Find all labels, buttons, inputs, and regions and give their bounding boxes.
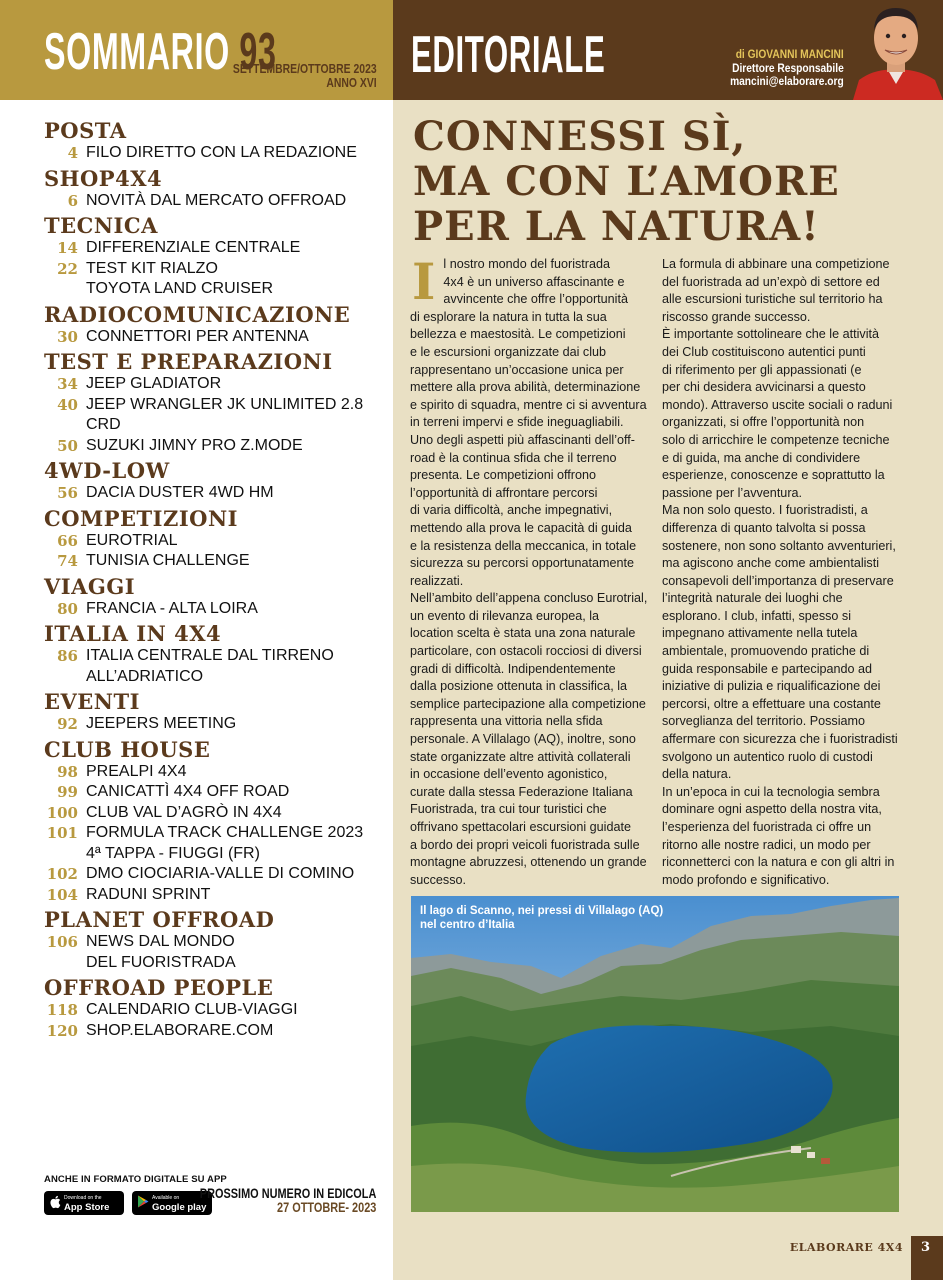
toc-item[interactable] [44,714,384,735]
toc-item-title: CONNETTORI PER ANTENNA [86,327,309,345]
toc-section-title: SHOP4X4 [44,165,163,191]
toc-section [44,738,384,906]
toc-item-title: CANICATTÌ 4X4 OFF ROAD [86,783,290,800]
toc-page-number: 50 [57,436,78,455]
issue-date [233,62,377,90]
editoriale-column [393,0,943,1280]
toc-item-title: SHOP.ELABORARE.COM [86,1021,274,1039]
toc-page-number: 101 [46,824,78,842]
sommario-title: SOMMARIO 93 [44,23,277,81]
toc-page-number: 99 [57,783,78,801]
toc-page-number: 86 [57,647,78,665]
page-number: 3 [921,1240,931,1255]
toc-page-number: 30 [57,327,78,346]
footer-magazine-name: ELABORARE 4X4 [789,1241,903,1254]
toc-item-title: PREALPI 4X4 [86,762,187,780]
drop-cap: I [412,252,436,311]
toc-page-number: 106 [46,933,78,951]
toc-item-title: CLUB VAL D’AGRÒ IN 4X4 [86,803,282,821]
editoriale-title: EDITORIALE [411,26,606,84]
toc-item[interactable] [44,327,384,348]
paragraph: Ma non solo questo. I fuoristradisti, a differenza di quanto talvolta si possa sostenere, non sono soltanto avventurieri, ma agiscono anche come ambientalisti consapevoli dell’importanza di preservare l’integrità naturale dei luoghi che esplorano. I club, infatti, spesso si impegnano attivamente nella tutela ambientale, promuovendo pratiche di guida responsabile e partecipando ad iniziative di pulizia e riqualificazione dei percorsi, oltre a effettuare una costante sorveglianza del territorio. Possiamo affermare con sicurezza che i fuoristradisti svolgono un autentico ruolo di custodi della natura. [662,503,898,782]
next-issue-date: 27 OTTOBRE- 2023 [276,1199,376,1215]
toc-section [44,167,384,212]
toc-page-number: 100 [46,803,78,822]
toc-section-title: CLUB HOUSE [44,736,211,762]
paragraph: In un’epoca in cui la tecnologia sembra dominare ogni aspetto della nostra vita, l’esperienza del fuoristrada ci offre un ritorno alle nostre radici, un modo per riconnetterci con la natura e con gli altri in modo profondo e significativo. [662,784,895,887]
toc-page-number: 22 [57,259,78,278]
paragraph: È importante sottolineare che le attività dei Club costituiscono autentici punti di riferimento per gli appassionati (e per chi desidera avvicinarsi a questo mondo). Attraverso uscite sociali o raduni organizzati, si offre l’opportunità non solo di arricchire le competenze tecniche e di guida, ma anche di condividere esperienze, conoscenze e soprattutto la passione per l’avventura. [662,327,893,500]
author-photo [849,0,943,100]
toc-item-title: CALENDARIO CLUB-VIAGGI [86,1001,298,1018]
googleplay-small-text: Available on [152,1195,180,1201]
author-byline [730,48,844,89]
app-label: ANCHE IN FORMATO DIGITALE SU APP [44,1174,227,1185]
next-issue-notice [199,1186,376,1214]
toc-section [44,119,384,164]
toc-page-number: 40 [57,395,78,414]
toc-item[interactable] [44,143,384,164]
toc-section-title: COMPETIZIONI [44,505,238,531]
toc-section [44,350,384,456]
toc-item[interactable] [44,646,384,687]
toc-item[interactable] [44,1021,384,1042]
toc-page-number: 92 [57,715,78,733]
toc-item[interactable] [44,782,384,803]
toc-section [44,507,384,572]
toc-section [44,214,384,300]
headline-line: MA CON L’AMORE [413,158,840,205]
toc-item[interactable] [44,823,384,864]
article-column-2 [662,256,918,889]
google-play-icon [137,1195,149,1211]
article-column-1 [410,252,658,889]
toc-item-title: JEEP WRANGLER JK UNLIMITED 2.8 CRD [86,395,364,433]
toc-item[interactable] [44,395,384,436]
issue-date-text: SETTEMBRE/OTTOBRE 2023 [233,61,377,76]
toc-page-number: 56 [57,484,78,502]
toc-item[interactable] [44,191,384,212]
toc-page-number: 80 [57,599,78,618]
toc-page-number: 4 [67,144,78,162]
next-issue-label: PROSSIMO NUMERO IN EDICOLA [199,1185,376,1201]
toc-section [44,303,384,348]
app-store-badge[interactable] [44,1191,124,1215]
toc-item[interactable] [44,531,384,552]
toc-item[interactable] [44,885,384,906]
toc-item-title: EUROTRIAL [86,531,178,549]
author-email: mancini@elaborare.org [730,74,844,88]
toc-page-number: 104 [46,885,78,904]
lake-photo [411,896,899,1212]
byline-prefix: di [735,47,746,61]
toc-page-number: 14 [57,239,78,257]
toc-section-title: RADIOCOMUNICAZIONE [44,301,351,327]
appstore-small-text: Download on the [64,1195,102,1201]
toc-section [44,575,384,620]
toc-item-title: NOVITÀ DAL MERCATO OFFROAD [86,191,347,209]
toc-item-title: DACIA DUSTER 4WD HM [86,484,274,501]
toc-section-title: POSTA [44,118,127,143]
toc-item-title: FILO DIRETTO CON LA REDAZIONE [86,144,357,161]
toc-item-title: TEST KIT RIALZO TOYOTA LAND CRUISER [86,259,273,297]
paragraph: Nell’ambito dell’appena concluso Eurotrial, un evento di rilevanza europea, la location scelta è stata una zona naturale particolare, con ostacoli rocciosi di diversi gradi di difficoltà. Indipendentemente dalla posizione ottenuta in classifica, la semplice partecipazione alla competizione rappresenta una vittoria nella sfida personale. A Villalago (AQ), inoltre, sono state organizzate altre attività collaterali in occasione dell’evento agonistico, curate dalla stessa Federazione Italiana Fuoristrada, tra cui tour turistici che offrivano spettacolari escursioni guidate a bordo dei propri veicoli fuoristrada sulle montagne abruzzesi, ottenendo un grande successo. [410,591,648,887]
caption-text: Il lago di Scanno, nei pressi di Villalago (AQ) nel centro d’Italia [420,905,664,931]
toc-item[interactable] [44,599,384,620]
toc-section-title: ITALIA IN 4X4 [44,621,222,646]
toc-section [44,622,384,687]
table-of-contents [44,116,384,1041]
toc-section-title: EVENTI [44,689,140,714]
toc-section [44,690,384,735]
toc-item-title: FORMULA TRACK CHALLENGE 2023 4ª TAPPA - FIUGGI (FR) [86,824,364,862]
article-headline [413,114,933,249]
headline-line: PER LA NATURA! [413,203,820,250]
toc-section [44,908,384,973]
toc-section [44,976,384,1041]
apple-icon [49,1195,61,1212]
toc-item-title: DMO CIOCIARIA-VALLE DI COMINO [86,865,355,882]
paragraph: l nostro mondo del fuoristrada 4x4 è un universo affascinante e avvincente che offre l’opportunità di esplorare la natura in tutta la sua bellezza e maestosità. Le competizioni e le escursioni organizzate dai club rappresentano un’occasione unica per mettere alla prova abilità, determinazione e spirito di squadra, mentre ci si avventura in terreni impervi e sfide ineguagliabili. Uno degli aspetti più affascinanti dell’off- road è la continua sfida che il terreno presenta. Le competizioni offrono l’opportunità di affrontare percorsi di varia difficoltà, anche impegnativi, mettendo alla prova le capacità di guida e la resistenza della meccanica, in totale sicurezza su percorsi opportunatamente realizzati. [410,257,647,588]
toc-page-number: 34 [57,375,78,393]
editoriale-header [393,0,943,100]
toc-item[interactable] [44,483,384,504]
toc-item-title: DIFFERENZIALE CENTRALE [86,239,301,256]
toc-page-number: 66 [57,531,78,550]
toc-section-title: OFFROAD PEOPLE [44,975,274,1000]
toc-item-title: NEWS DAL MONDO DEL FUORISTRADA [86,933,236,971]
toc-item-title: ITALIA CENTRALE DAL TIRRENO ALL’ADRIATICO [86,647,334,685]
toc-page-number: 6 [67,191,78,210]
toc-page-number: 74 [57,552,78,570]
toc-item[interactable] [44,762,384,783]
author-role: Direttore Responsabile [732,60,844,75]
toc-item[interactable] [44,864,384,885]
toc-section-title: VIAGGI [44,573,136,599]
toc-section-title: TEST E PREPARAZIONI [44,349,333,374]
toc-item[interactable] [44,238,384,259]
toc-section-title: 4WD-LOW [44,458,170,483]
toc-page-number: 118 [46,1001,78,1019]
toc-item-title: TUNISIA CHALLENGE [86,552,250,569]
toc-item[interactable] [44,1000,384,1021]
appstore-label: App Store [64,1202,110,1213]
photo-caption [420,905,663,932]
toc-item[interactable] [44,803,384,824]
issue-year: ANNO XVI [326,75,377,90]
toc-page-number: 98 [57,762,78,781]
toc-page-number: 102 [46,865,78,883]
author-name: GIOVANNI MANCINI [747,47,844,61]
toc-page-number: 120 [46,1021,78,1040]
toc-item[interactable] [44,551,384,572]
headline-line: CONNESSI SÌ, [413,113,747,160]
toc-item[interactable] [44,259,384,300]
toc-item[interactable] [44,932,384,973]
googleplay-label: Google play [152,1202,207,1213]
toc-item-title: RADUNI SPRINT [86,885,211,903]
toc-section [44,459,384,504]
paragraph: La formula di abbinare una competizione del fuoristrada ad un’expò di settore ed alle escursioni turistiche sul territorio ha riscosso grande successo. [662,257,890,324]
sommario-header [0,0,393,100]
toc-item[interactable] [44,374,384,395]
sommario-column [0,0,393,1280]
page-number-box [911,1236,943,1280]
issue-number: 93 [239,23,277,81]
toc-section-title: PLANET OFFROAD [44,907,275,932]
toc-item[interactable] [44,436,384,457]
toc-item-title: JEEPERS MEETING [86,715,237,732]
toc-section-title: TECNICA [44,213,158,238]
toc-item-title: JEEP GLADIATOR [86,375,222,392]
toc-item-title: SUZUKI JIMNY PRO Z.MODE [86,436,303,454]
toc-item-title: FRANCIA - ALTA LOIRA [86,599,258,617]
